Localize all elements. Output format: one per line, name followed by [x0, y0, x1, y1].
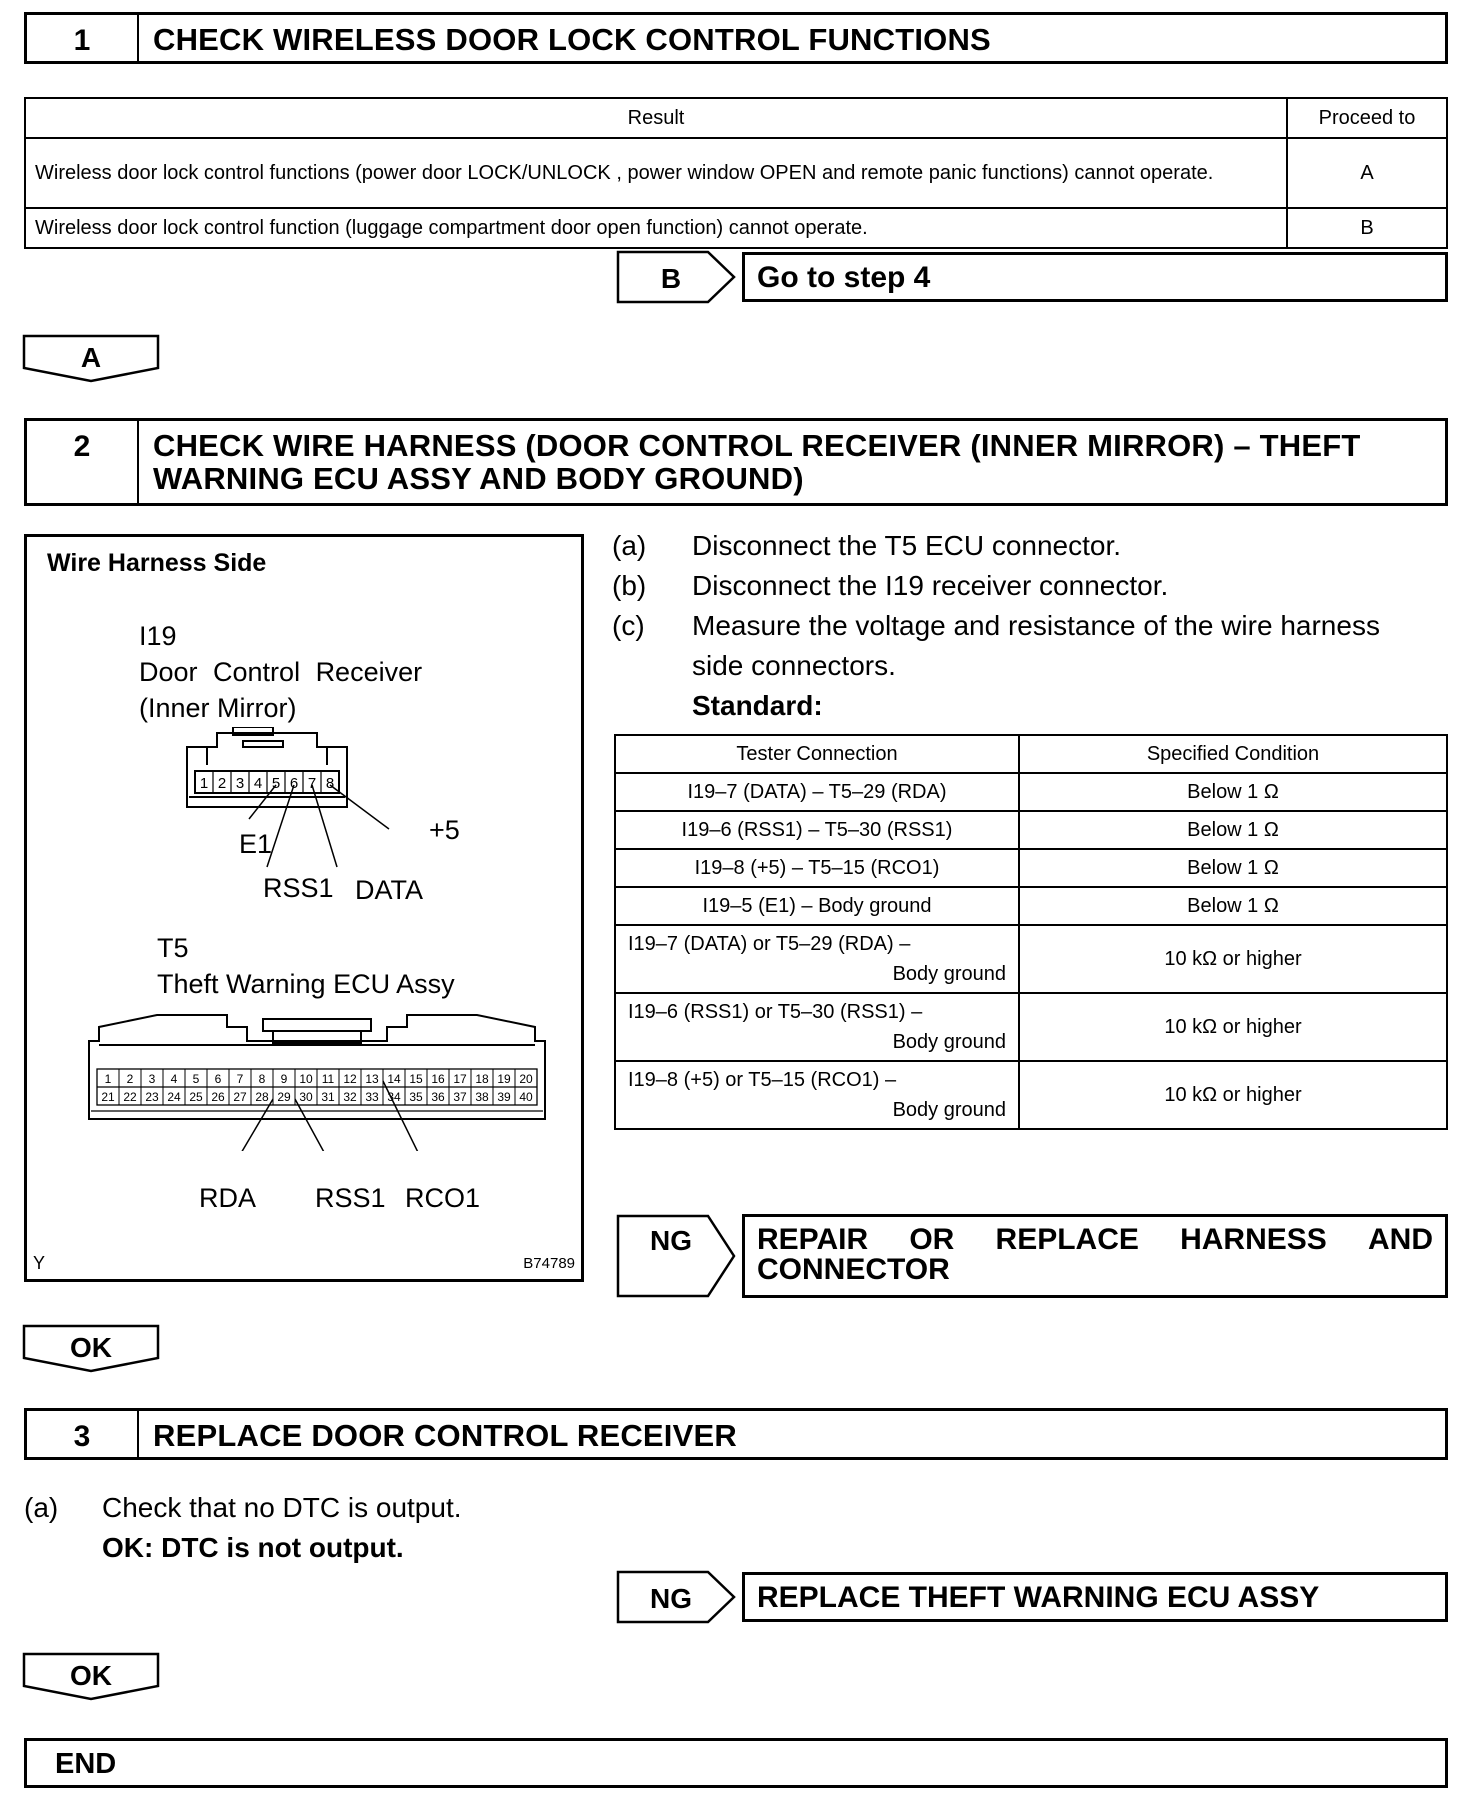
t5-pin: 26 [211, 1090, 225, 1104]
action-word: HARNESS [1180, 1223, 1327, 1256]
i19-pin: 6 [289, 775, 299, 792]
branch-b-arrow [616, 250, 738, 304]
title-line: CHECK WIRE HARNESS (DOOR CONTROL RECEIVER (INNER MIRROR) – THEFT [153, 428, 1361, 463]
tester-connection [615, 1061, 1019, 1129]
tester-connection: I19–8 (+5) – T5–15 (RCO1) [615, 849, 1019, 887]
title-line: WARNING ECU ASSY AND BODY GROUND) [153, 461, 804, 496]
pin-label-rda: RDA [199, 1183, 257, 1213]
proceed-cell: B [1287, 208, 1447, 248]
instruction-item [612, 606, 1452, 686]
result-table [24, 97, 1448, 239]
t5-pin: 20 [519, 1072, 533, 1086]
end-label: END [55, 1748, 117, 1780]
next-label: OK [70, 1660, 112, 1691]
connector-id: T5 [157, 933, 189, 963]
t5-pin: 29 [277, 1090, 291, 1104]
next-label: A [80, 342, 102, 373]
action-word: REPLACE [995, 1223, 1139, 1256]
next-label: OK [70, 1332, 112, 1363]
i19-pin: 3 [235, 775, 245, 792]
standard-label: Standard: [692, 690, 823, 721]
t5-pin: 30 [299, 1090, 313, 1104]
t5-pin: 24 [167, 1090, 181, 1104]
t5-pin: 10 [299, 1072, 313, 1086]
next-ok-arrow [22, 1652, 162, 1702]
table-row [615, 811, 1447, 849]
specified-condition: Below 1 Ω [1019, 887, 1447, 925]
table-header: Specified Condition [1019, 735, 1447, 773]
figure-code: B74789 [523, 1255, 575, 1272]
tester-connection: I19–6 (RSS1) – T5–30 (RSS1) [615, 811, 1019, 849]
connection-line: I19–6 (RSS1) or T5–30 (RSS1) – [628, 1001, 923, 1023]
t5-pin: 21 [101, 1090, 115, 1104]
i19-pin: 1 [199, 775, 209, 792]
step-title: REPLACE DOOR CONTROL RECEIVER [153, 1418, 737, 1453]
t5-pin: 31 [321, 1090, 335, 1104]
t5-pin: 6 [214, 1072, 222, 1086]
i19-pin: 2 [217, 775, 227, 792]
branch-label: NG [650, 1583, 692, 1614]
pin-label-e1: E1 [239, 829, 273, 859]
instruction-text: Check that no DTC is output. [102, 1492, 462, 1523]
table-row [615, 925, 1447, 993]
instruction-label: (a) [612, 530, 647, 561]
t5-pin: 11 [321, 1072, 335, 1086]
pin-label-rss1: RSS1 [315, 1183, 386, 1213]
step3-instruction [24, 1488, 724, 1568]
connection-line: I19–7 (DATA) or T5–29 (RDA) – [628, 933, 911, 955]
i19-pin: 4 [253, 775, 263, 792]
table-row [615, 849, 1447, 887]
t5-pin: 40 [519, 1090, 533, 1104]
t5-pin: 4 [170, 1072, 178, 1086]
t5-pin: 2 [126, 1072, 134, 1086]
t5-pin: 19 [497, 1072, 511, 1086]
ok-condition: OK: DTC is not output. [102, 1532, 404, 1563]
specified-condition: Below 1 Ω [1019, 849, 1447, 887]
t5-pin: 5 [192, 1072, 200, 1086]
proceed-cell: A [1287, 138, 1447, 208]
end-box [24, 1738, 1448, 1788]
t5-pin: 3 [148, 1072, 156, 1086]
result-header: Result [25, 98, 1287, 138]
instruction-label: (a) [24, 1492, 59, 1523]
step2-instructions [612, 526, 1452, 726]
pin-label-rss1: RSS1 [263, 873, 334, 903]
pin-label-rco1: RCO1 [405, 1183, 481, 1213]
step-title [139, 421, 1445, 503]
i19-connector-diagram [177, 727, 437, 897]
action-line [757, 1225, 1433, 1255]
connector-id: I19 [139, 621, 177, 651]
result-cell: Wireless door lock control functions (power door LOCK/UNLOCK , power window OPEN and remote panic functions) cannot operate. [25, 138, 1287, 208]
t5-pin: 25 [189, 1090, 203, 1104]
next-a-arrow [22, 334, 162, 384]
i19-pin: 8 [325, 775, 335, 792]
tester-connection [615, 925, 1019, 993]
t5-pin: 17 [453, 1072, 467, 1086]
action-line: CONNECTOR [757, 1253, 950, 1286]
instruction-label: (c) [612, 610, 645, 641]
step-2-header [24, 418, 1448, 506]
connection-line: I19–8 (+5) or T5–15 (RCO1) – [628, 1069, 897, 1091]
t5-pin: 1 [104, 1072, 112, 1086]
instruction-label: (b) [612, 570, 647, 601]
t5-pin: 12 [343, 1072, 357, 1086]
connection-line: Body ground [892, 963, 1006, 985]
t5-pin: 23 [145, 1090, 159, 1104]
action-word: AND [1368, 1223, 1433, 1256]
figure-heading: Wire Harness Side [47, 549, 267, 577]
repair-harness-box [742, 1214, 1448, 1298]
i19-pin: 5 [271, 775, 281, 792]
t5-pin: 22 [123, 1090, 137, 1104]
t5-pin: 37 [453, 1090, 467, 1104]
connector-name: Door Control Receiver [139, 657, 423, 687]
connection-line: Body ground [892, 1099, 1006, 1121]
pin-label-plus5: +5 [429, 815, 460, 845]
go-to-step-4-box: Go to step 4 [742, 252, 1448, 302]
wire-harness-figure [24, 534, 584, 1282]
t5-pin: 9 [280, 1072, 288, 1086]
specified-condition: 10 kΩ or higher [1019, 925, 1447, 993]
instruction-text: Measure the voltage and resistance of the wire harness [692, 610, 1380, 641]
tester-connection: I19–7 (DATA) – T5–29 (RDA) [615, 773, 1019, 811]
replace-ecu-box: REPLACE THEFT WARNING ECU ASSY [742, 1572, 1448, 1622]
t5-pin: 33 [365, 1090, 379, 1104]
specified-condition: Below 1 Ω [1019, 811, 1447, 849]
table-row [615, 773, 1447, 811]
t5-pin: 36 [431, 1090, 445, 1104]
step-3-header [24, 1408, 1448, 1460]
table-row [615, 1061, 1447, 1129]
t5-pin: 8 [258, 1072, 266, 1086]
instruction-item [612, 526, 1452, 566]
t5-pin: 28 [255, 1090, 269, 1104]
specified-condition: 10 kΩ or higher [1019, 1061, 1447, 1129]
action-word: OR [909, 1223, 955, 1256]
connection-line: Body ground [892, 1031, 1006, 1053]
t5-pin: 16 [431, 1072, 445, 1086]
t5-pin: 27 [233, 1090, 247, 1104]
result-cell: Wireless door lock control function (luggage compartment door open function) cannot operate. [25, 208, 1287, 248]
step-number: 2 [27, 421, 139, 503]
t5-pin: 14 [387, 1072, 401, 1086]
t5-pin: 34 [387, 1090, 401, 1104]
t5-pin-grid [97, 1069, 537, 1105]
figure-corner-left: Y [33, 1253, 46, 1273]
pin-label-data: DATA [355, 875, 424, 905]
branch-ng-arrow [616, 1214, 738, 1298]
instruction-item [612, 566, 1452, 606]
t5-pin: 7 [236, 1072, 244, 1086]
instruction-text: Disconnect the I19 receiver connector. [692, 570, 1169, 601]
next-ok-arrow [22, 1324, 162, 1374]
step-title: CHECK WIRELESS DOOR LOCK CONTROL FUNCTIONS [153, 22, 991, 57]
instruction-text: Disconnect the T5 ECU connector. [692, 530, 1122, 561]
table-row [615, 993, 1447, 1061]
proceed-header: Proceed to [1287, 98, 1447, 138]
standard-table [614, 734, 1448, 1130]
t5-pin: 32 [343, 1090, 357, 1104]
instruction-text: side connectors. [692, 650, 896, 681]
step-number: 1 [27, 15, 139, 61]
t5-pin: 39 [497, 1090, 511, 1104]
specified-condition: Below 1 Ω [1019, 773, 1447, 811]
connector-name: Theft Warning ECU Assy [157, 969, 455, 999]
tester-connection: I19–5 (E1) – Body ground [615, 887, 1019, 925]
table-row [615, 887, 1447, 925]
table-header: Tester Connection [615, 735, 1019, 773]
branch-ng-arrow [616, 1570, 738, 1624]
t5-pin: 18 [475, 1072, 489, 1086]
t5-pin: 13 [365, 1072, 379, 1086]
t5-connector-diagram [87, 1011, 547, 1151]
specified-condition: 10 kΩ or higher [1019, 993, 1447, 1061]
tester-connection [615, 993, 1019, 1061]
step-1-header [24, 12, 1448, 64]
branch-label: B [660, 263, 682, 294]
action-word: REPAIR [757, 1223, 869, 1256]
t5-pin: 35 [409, 1090, 423, 1104]
connector-name: (Inner Mirror) [139, 693, 297, 723]
t5-pin: 38 [475, 1090, 489, 1104]
t5-pin: 15 [409, 1072, 423, 1086]
step-number: 3 [27, 1411, 139, 1457]
i19-pin: 7 [307, 775, 317, 792]
branch-label: NG [650, 1225, 692, 1256]
